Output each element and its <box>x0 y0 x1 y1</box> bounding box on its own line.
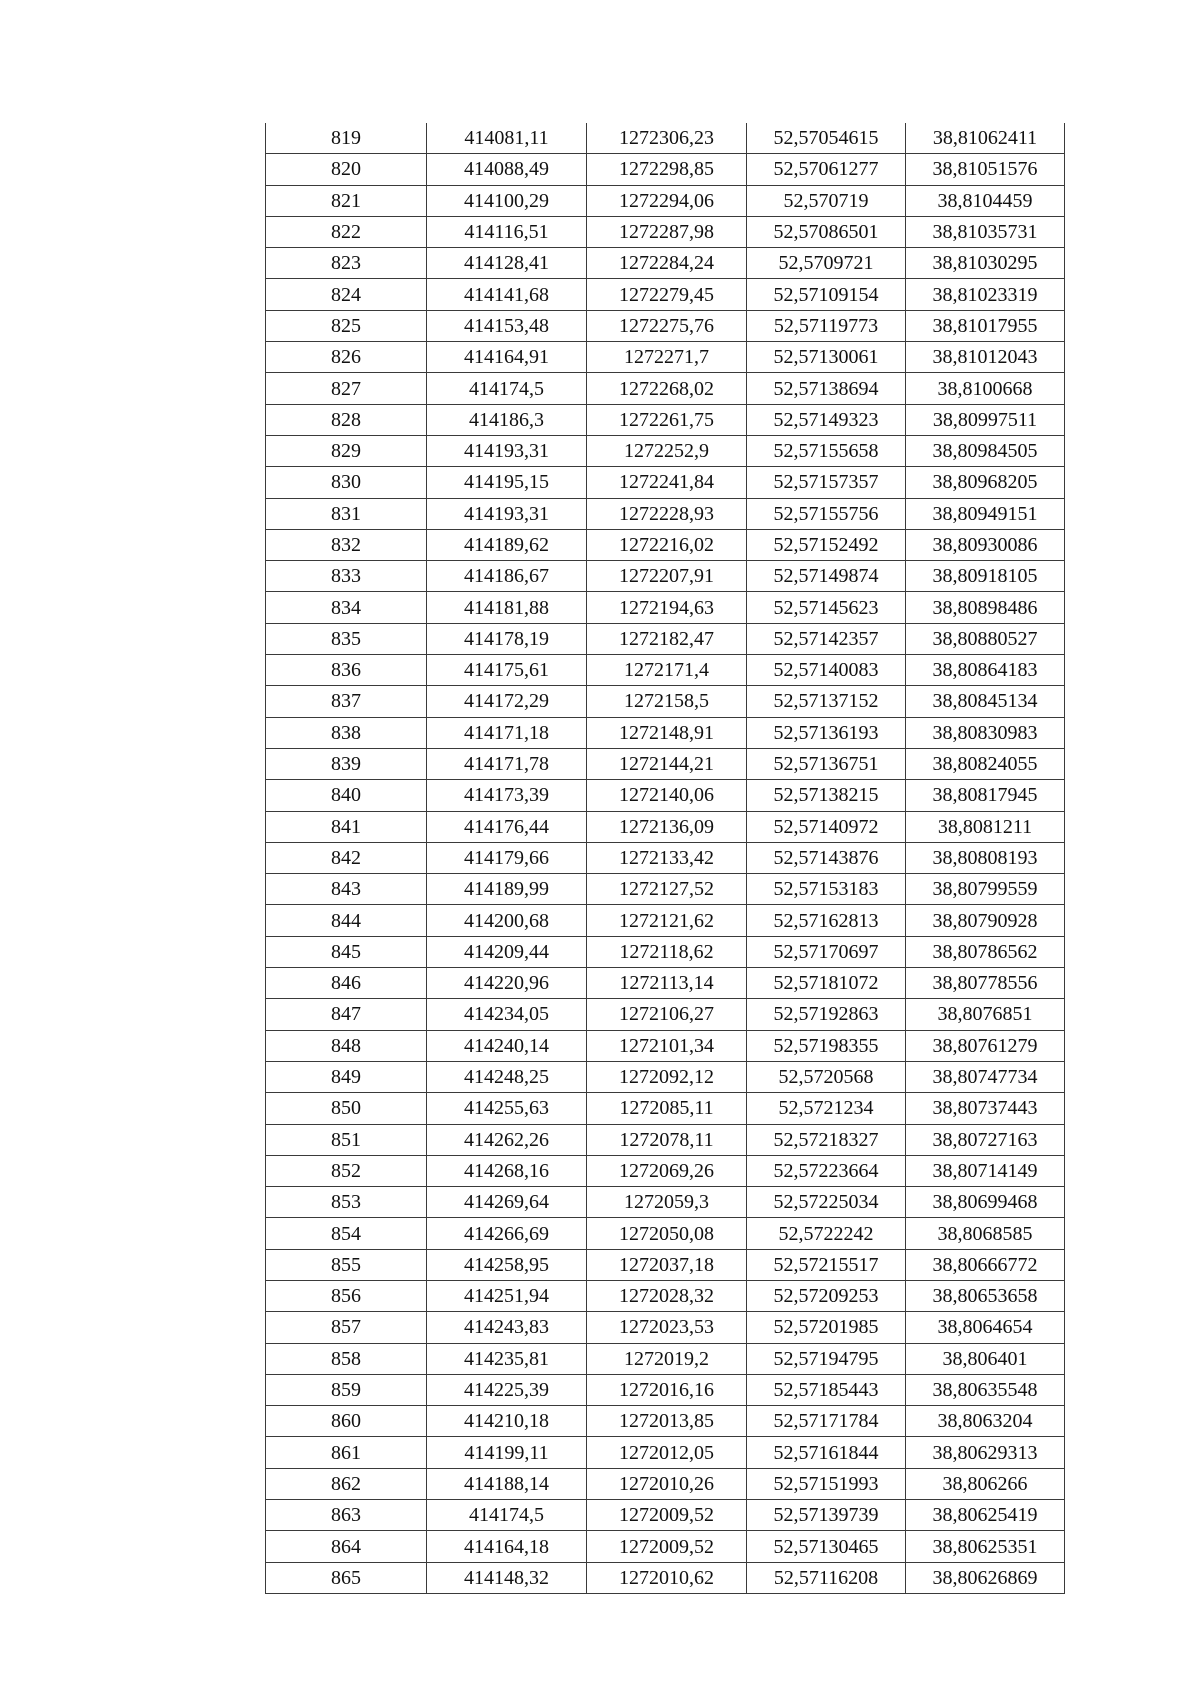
x-coordinate-cell: 414178,19 <box>427 623 587 654</box>
table-row <box>266 623 1065 654</box>
x-coordinate-cell: 414128,41 <box>427 248 587 279</box>
x-coordinate-cell: 414262,26 <box>427 1124 587 1155</box>
latitude-cell: 52,5721234 <box>747 1093 906 1124</box>
point-number-cell: 844 <box>266 905 427 936</box>
longitude-cell: 38,8104459 <box>906 185 1065 216</box>
latitude-cell: 52,57109154 <box>747 279 906 310</box>
x-coordinate-cell: 414171,78 <box>427 748 587 779</box>
longitude-cell: 38,81051576 <box>906 154 1065 185</box>
table-row <box>266 1437 1065 1468</box>
point-number-cell: 829 <box>266 435 427 466</box>
point-number-cell: 828 <box>266 404 427 435</box>
longitude-cell: 38,8064654 <box>906 1312 1065 1343</box>
latitude-cell: 52,57209253 <box>747 1280 906 1311</box>
latitude-cell: 52,5720568 <box>747 1061 906 1092</box>
longitude-cell: 38,80747734 <box>906 1061 1065 1092</box>
point-number-cell: 858 <box>266 1343 427 1374</box>
latitude-cell: 52,57198355 <box>747 1030 906 1061</box>
latitude-cell: 52,57130061 <box>747 342 906 373</box>
y-coordinate-cell: 1272284,24 <box>587 248 747 279</box>
point-number-cell: 852 <box>266 1155 427 1186</box>
longitude-cell: 38,8068585 <box>906 1218 1065 1249</box>
y-coordinate-cell: 1272016,16 <box>587 1374 747 1405</box>
longitude-cell: 38,80864183 <box>906 655 1065 686</box>
point-number-cell: 841 <box>266 811 427 842</box>
longitude-cell: 38,80761279 <box>906 1030 1065 1061</box>
y-coordinate-cell: 1272194,63 <box>587 592 747 623</box>
table-row <box>266 1218 1065 1249</box>
point-number-cell: 822 <box>266 216 427 247</box>
table-row <box>266 529 1065 560</box>
latitude-cell: 52,57143876 <box>747 842 906 873</box>
longitude-cell: 38,80930086 <box>906 529 1065 560</box>
table-row <box>266 1500 1065 1531</box>
longitude-cell: 38,81017955 <box>906 310 1065 341</box>
y-coordinate-cell: 1272028,32 <box>587 1280 747 1311</box>
point-number-cell: 825 <box>266 310 427 341</box>
table-row <box>266 1374 1065 1405</box>
table-row <box>266 1312 1065 1343</box>
latitude-cell: 52,57138694 <box>747 373 906 404</box>
x-coordinate-cell: 414210,18 <box>427 1406 587 1437</box>
y-coordinate-cell: 1272009,52 <box>587 1500 747 1531</box>
y-coordinate-cell: 1272092,12 <box>587 1061 747 1092</box>
table-row <box>266 1468 1065 1499</box>
point-number-cell: 831 <box>266 498 427 529</box>
longitude-cell: 38,80629313 <box>906 1437 1065 1468</box>
table-row <box>266 467 1065 498</box>
point-number-cell: 853 <box>266 1187 427 1218</box>
table-row <box>266 842 1065 873</box>
point-number-cell: 827 <box>266 373 427 404</box>
table-row <box>266 248 1065 279</box>
x-coordinate-cell: 414188,14 <box>427 1468 587 1499</box>
y-coordinate-cell: 1272216,02 <box>587 529 747 560</box>
table-row <box>266 811 1065 842</box>
longitude-cell: 38,81023319 <box>906 279 1065 310</box>
latitude-cell: 52,57149874 <box>747 561 906 592</box>
x-coordinate-cell: 414189,62 <box>427 529 587 560</box>
point-number-cell: 855 <box>266 1249 427 1280</box>
latitude-cell: 52,57181072 <box>747 968 906 999</box>
y-coordinate-cell: 1272294,06 <box>587 185 747 216</box>
latitude-cell: 52,57153183 <box>747 874 906 905</box>
x-coordinate-cell: 414193,31 <box>427 435 587 466</box>
y-coordinate-cell: 1272078,11 <box>587 1124 747 1155</box>
point-number-cell: 865 <box>266 1562 427 1593</box>
latitude-cell: 52,57054615 <box>747 123 906 154</box>
latitude-cell: 52,57157357 <box>747 467 906 498</box>
table-row <box>266 592 1065 623</box>
y-coordinate-cell: 1272133,42 <box>587 842 747 873</box>
longitude-cell: 38,81062411 <box>906 123 1065 154</box>
y-coordinate-cell: 1272287,98 <box>587 216 747 247</box>
point-number-cell: 835 <box>266 623 427 654</box>
table-row <box>266 1249 1065 1280</box>
point-number-cell: 834 <box>266 592 427 623</box>
x-coordinate-cell: 414200,68 <box>427 905 587 936</box>
latitude-cell: 52,57161844 <box>747 1437 906 1468</box>
point-number-cell: 864 <box>266 1531 427 1562</box>
table-row <box>266 1280 1065 1311</box>
y-coordinate-cell: 1272023,53 <box>587 1312 747 1343</box>
table-row <box>266 185 1065 216</box>
y-coordinate-cell: 1272261,75 <box>587 404 747 435</box>
point-number-cell: 842 <box>266 842 427 873</box>
latitude-cell: 52,57223664 <box>747 1155 906 1186</box>
y-coordinate-cell: 1272271,7 <box>587 342 747 373</box>
point-number-cell: 850 <box>266 1093 427 1124</box>
x-coordinate-cell: 414199,11 <box>427 1437 587 1468</box>
y-coordinate-cell: 1272158,5 <box>587 686 747 717</box>
table-row <box>266 936 1065 967</box>
longitude-cell: 38,80830983 <box>906 717 1065 748</box>
y-coordinate-cell: 1272012,05 <box>587 1437 747 1468</box>
table-row <box>266 154 1065 185</box>
point-number-cell: 849 <box>266 1061 427 1092</box>
latitude-cell: 52,57061277 <box>747 154 906 185</box>
x-coordinate-cell: 414174,5 <box>427 373 587 404</box>
longitude-cell: 38,80824055 <box>906 748 1065 779</box>
table-row <box>266 498 1065 529</box>
latitude-cell: 52,57139739 <box>747 1500 906 1531</box>
latitude-cell: 52,57225034 <box>747 1187 906 1218</box>
y-coordinate-cell: 1272228,93 <box>587 498 747 529</box>
longitude-cell: 38,80737443 <box>906 1093 1065 1124</box>
point-number-cell: 837 <box>266 686 427 717</box>
point-number-cell: 863 <box>266 1500 427 1531</box>
point-number-cell: 821 <box>266 185 427 216</box>
x-coordinate-cell: 414148,32 <box>427 1562 587 1593</box>
table-row <box>266 373 1065 404</box>
y-coordinate-cell: 1272182,47 <box>587 623 747 654</box>
point-number-cell: 860 <box>266 1406 427 1437</box>
x-coordinate-cell: 414116,51 <box>427 216 587 247</box>
point-number-cell: 856 <box>266 1280 427 1311</box>
longitude-cell: 38,8081211 <box>906 811 1065 842</box>
longitude-cell: 38,8063204 <box>906 1406 1065 1437</box>
longitude-cell: 38,80845134 <box>906 686 1065 717</box>
y-coordinate-cell: 1272127,52 <box>587 874 747 905</box>
y-coordinate-cell: 1272268,02 <box>587 373 747 404</box>
x-coordinate-cell: 414193,31 <box>427 498 587 529</box>
longitude-cell: 38,80808193 <box>906 842 1065 873</box>
y-coordinate-cell: 1272019,2 <box>587 1343 747 1374</box>
table-row <box>266 279 1065 310</box>
latitude-cell: 52,57137152 <box>747 686 906 717</box>
x-coordinate-cell: 414209,44 <box>427 936 587 967</box>
coordinates-table <box>265 123 1065 1594</box>
longitude-cell: 38,806401 <box>906 1343 1065 1374</box>
latitude-cell: 52,57170697 <box>747 936 906 967</box>
x-coordinate-cell: 414175,61 <box>427 655 587 686</box>
latitude-cell: 52,57171784 <box>747 1406 906 1437</box>
point-number-cell: 830 <box>266 467 427 498</box>
y-coordinate-cell: 1272207,91 <box>587 561 747 592</box>
longitude-cell: 38,8076851 <box>906 999 1065 1030</box>
longitude-cell: 38,8100668 <box>906 373 1065 404</box>
table-row <box>266 686 1065 717</box>
y-coordinate-cell: 1272275,76 <box>587 310 747 341</box>
x-coordinate-cell: 414186,67 <box>427 561 587 592</box>
y-coordinate-cell: 1272241,84 <box>587 467 747 498</box>
longitude-cell: 38,80918105 <box>906 561 1065 592</box>
longitude-cell: 38,80898486 <box>906 592 1065 623</box>
latitude-cell: 52,57116208 <box>747 1562 906 1593</box>
point-number-cell: 845 <box>266 936 427 967</box>
x-coordinate-cell: 414220,96 <box>427 968 587 999</box>
longitude-cell: 38,80799559 <box>906 874 1065 905</box>
point-number-cell: 840 <box>266 780 427 811</box>
longitude-cell: 38,80778556 <box>906 968 1065 999</box>
x-coordinate-cell: 414176,44 <box>427 811 587 842</box>
x-coordinate-cell: 414268,16 <box>427 1155 587 1186</box>
latitude-cell: 52,57149323 <box>747 404 906 435</box>
y-coordinate-cell: 1272306,23 <box>587 123 747 154</box>
latitude-cell: 52,57142357 <box>747 623 906 654</box>
table-row <box>266 1124 1065 1155</box>
x-coordinate-cell: 414164,18 <box>427 1531 587 1562</box>
latitude-cell: 52,57194795 <box>747 1343 906 1374</box>
table-row <box>266 999 1065 1030</box>
table-row <box>266 717 1065 748</box>
latitude-cell: 52,57119773 <box>747 310 906 341</box>
latitude-cell: 52,57201985 <box>747 1312 906 1343</box>
longitude-cell: 38,80666772 <box>906 1249 1065 1280</box>
table-row <box>266 561 1065 592</box>
y-coordinate-cell: 1272136,09 <box>587 811 747 842</box>
point-number-cell: 851 <box>266 1124 427 1155</box>
longitude-cell: 38,80786562 <box>906 936 1065 967</box>
x-coordinate-cell: 414141,68 <box>427 279 587 310</box>
x-coordinate-cell: 414173,39 <box>427 780 587 811</box>
y-coordinate-cell: 1272050,08 <box>587 1218 747 1249</box>
x-coordinate-cell: 414174,5 <box>427 1500 587 1531</box>
y-coordinate-cell: 1272037,18 <box>587 1249 747 1280</box>
point-number-cell: 857 <box>266 1312 427 1343</box>
x-coordinate-cell: 414248,25 <box>427 1061 587 1092</box>
longitude-cell: 38,80625351 <box>906 1531 1065 1562</box>
y-coordinate-cell: 1272101,34 <box>587 1030 747 1061</box>
y-coordinate-cell: 1272148,91 <box>587 717 747 748</box>
longitude-cell: 38,81030295 <box>906 248 1065 279</box>
longitude-cell: 38,80635548 <box>906 1374 1065 1405</box>
longitude-cell: 38,81035731 <box>906 216 1065 247</box>
latitude-cell: 52,57151993 <box>747 1468 906 1499</box>
x-coordinate-cell: 414088,49 <box>427 154 587 185</box>
y-coordinate-cell: 1272118,62 <box>587 936 747 967</box>
point-number-cell: 847 <box>266 999 427 1030</box>
table-row <box>266 780 1065 811</box>
longitude-cell: 38,80817945 <box>906 780 1065 811</box>
y-coordinate-cell: 1272010,26 <box>587 1468 747 1499</box>
latitude-cell: 52,57138215 <box>747 780 906 811</box>
x-coordinate-cell: 414195,15 <box>427 467 587 498</box>
x-coordinate-cell: 414100,29 <box>427 185 587 216</box>
latitude-cell: 52,5709721 <box>747 248 906 279</box>
x-coordinate-cell: 414171,18 <box>427 717 587 748</box>
y-coordinate-cell: 1272010,62 <box>587 1562 747 1593</box>
x-coordinate-cell: 414251,94 <box>427 1280 587 1311</box>
y-coordinate-cell: 1272059,3 <box>587 1187 747 1218</box>
longitude-cell: 38,80625419 <box>906 1500 1065 1531</box>
longitude-cell: 38,806266 <box>906 1468 1065 1499</box>
longitude-cell: 38,81012043 <box>906 342 1065 373</box>
longitude-cell: 38,80727163 <box>906 1124 1065 1155</box>
longitude-cell: 38,80790928 <box>906 905 1065 936</box>
point-number-cell: 838 <box>266 717 427 748</box>
y-coordinate-cell: 1272009,52 <box>587 1531 747 1562</box>
x-coordinate-cell: 414240,14 <box>427 1030 587 1061</box>
table-row <box>266 1155 1065 1186</box>
y-coordinate-cell: 1272144,21 <box>587 748 747 779</box>
point-number-cell: 819 <box>266 123 427 154</box>
x-coordinate-cell: 414186,3 <box>427 404 587 435</box>
x-coordinate-cell: 414189,99 <box>427 874 587 905</box>
point-number-cell: 861 <box>266 1437 427 1468</box>
x-coordinate-cell: 414235,81 <box>427 1343 587 1374</box>
y-coordinate-cell: 1272085,11 <box>587 1093 747 1124</box>
table-row <box>266 874 1065 905</box>
table-row <box>266 905 1065 936</box>
x-coordinate-cell: 414255,63 <box>427 1093 587 1124</box>
latitude-cell: 52,57192863 <box>747 999 906 1030</box>
table-row <box>266 1030 1065 1061</box>
latitude-cell: 52,57185443 <box>747 1374 906 1405</box>
x-coordinate-cell: 414179,66 <box>427 842 587 873</box>
latitude-cell: 52,57155756 <box>747 498 906 529</box>
table-row <box>266 1093 1065 1124</box>
x-coordinate-cell: 414243,83 <box>427 1312 587 1343</box>
table-row <box>266 123 1065 154</box>
latitude-cell: 52,57136751 <box>747 748 906 779</box>
table-row <box>266 342 1065 373</box>
longitude-cell: 38,80699468 <box>906 1187 1065 1218</box>
point-number-cell: 843 <box>266 874 427 905</box>
latitude-cell: 52,57136193 <box>747 717 906 748</box>
longitude-cell: 38,80626869 <box>906 1562 1065 1593</box>
latitude-cell: 52,57155658 <box>747 435 906 466</box>
table-row <box>266 1562 1065 1593</box>
y-coordinate-cell: 1272171,4 <box>587 655 747 686</box>
point-number-cell: 859 <box>266 1374 427 1405</box>
x-coordinate-cell: 414081,11 <box>427 123 587 154</box>
latitude-cell: 52,5722242 <box>747 1218 906 1249</box>
point-number-cell: 833 <box>266 561 427 592</box>
table-row <box>266 216 1065 247</box>
y-coordinate-cell: 1272140,06 <box>587 780 747 811</box>
longitude-cell: 38,80880527 <box>906 623 1065 654</box>
x-coordinate-cell: 414225,39 <box>427 1374 587 1405</box>
latitude-cell: 52,57152492 <box>747 529 906 560</box>
longitude-cell: 38,80968205 <box>906 467 1065 498</box>
latitude-cell: 52,57140083 <box>747 655 906 686</box>
coordinates-table-body <box>266 123 1065 1593</box>
longitude-cell: 38,80653658 <box>906 1280 1065 1311</box>
x-coordinate-cell: 414258,95 <box>427 1249 587 1280</box>
table-row <box>266 435 1065 466</box>
x-coordinate-cell: 414164,91 <box>427 342 587 373</box>
table-row <box>266 1406 1065 1437</box>
x-coordinate-cell: 414181,88 <box>427 592 587 623</box>
point-number-cell: 839 <box>266 748 427 779</box>
y-coordinate-cell: 1272069,26 <box>587 1155 747 1186</box>
table-row <box>266 1531 1065 1562</box>
x-coordinate-cell: 414266,69 <box>427 1218 587 1249</box>
point-number-cell: 826 <box>266 342 427 373</box>
point-number-cell: 823 <box>266 248 427 279</box>
table-row <box>266 1343 1065 1374</box>
y-coordinate-cell: 1272113,14 <box>587 968 747 999</box>
x-coordinate-cell: 414269,64 <box>427 1187 587 1218</box>
latitude-cell: 52,57215517 <box>747 1249 906 1280</box>
point-number-cell: 854 <box>266 1218 427 1249</box>
x-coordinate-cell: 414153,48 <box>427 310 587 341</box>
point-number-cell: 848 <box>266 1030 427 1061</box>
x-coordinate-cell: 414234,05 <box>427 999 587 1030</box>
table-row <box>266 1061 1065 1092</box>
longitude-cell: 38,80949151 <box>906 498 1065 529</box>
table-row <box>266 404 1065 435</box>
latitude-cell: 52,570719 <box>747 185 906 216</box>
table-row <box>266 1187 1065 1218</box>
x-coordinate-cell: 414172,29 <box>427 686 587 717</box>
latitude-cell: 52,57145623 <box>747 592 906 623</box>
latitude-cell: 52,57130465 <box>747 1531 906 1562</box>
latitude-cell: 52,57218327 <box>747 1124 906 1155</box>
point-number-cell: 832 <box>266 529 427 560</box>
point-number-cell: 820 <box>266 154 427 185</box>
y-coordinate-cell: 1272121,62 <box>587 905 747 936</box>
point-number-cell: 846 <box>266 968 427 999</box>
longitude-cell: 38,80714149 <box>906 1155 1065 1186</box>
y-coordinate-cell: 1272252,9 <box>587 435 747 466</box>
table-row <box>266 310 1065 341</box>
table-row <box>266 748 1065 779</box>
latitude-cell: 52,57140972 <box>747 811 906 842</box>
longitude-cell: 38,80997511 <box>906 404 1065 435</box>
longitude-cell: 38,80984505 <box>906 435 1065 466</box>
y-coordinate-cell: 1272298,85 <box>587 154 747 185</box>
y-coordinate-cell: 1272279,45 <box>587 279 747 310</box>
latitude-cell: 52,57162813 <box>747 905 906 936</box>
y-coordinate-cell: 1272106,27 <box>587 999 747 1030</box>
latitude-cell: 52,57086501 <box>747 216 906 247</box>
table-row <box>266 655 1065 686</box>
point-number-cell: 862 <box>266 1468 427 1499</box>
table-row <box>266 968 1065 999</box>
point-number-cell: 836 <box>266 655 427 686</box>
y-coordinate-cell: 1272013,85 <box>587 1406 747 1437</box>
point-number-cell: 824 <box>266 279 427 310</box>
